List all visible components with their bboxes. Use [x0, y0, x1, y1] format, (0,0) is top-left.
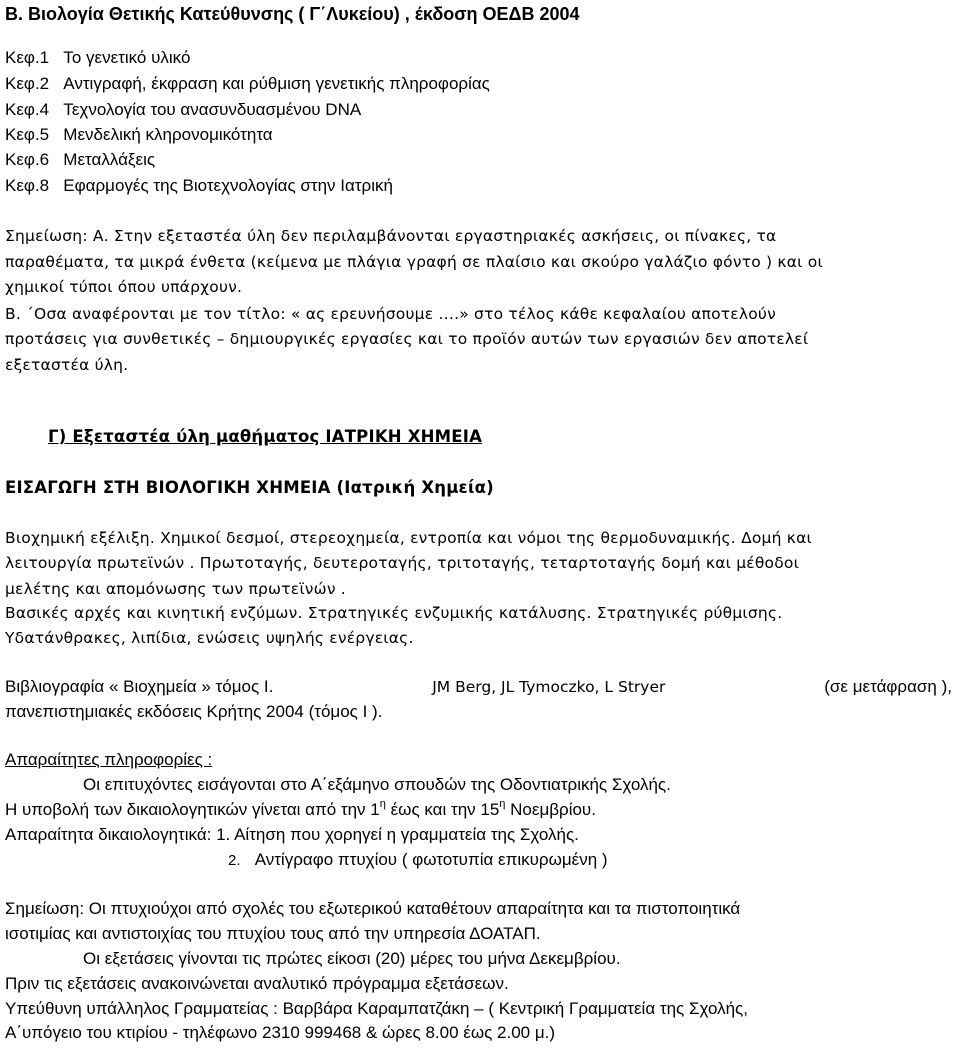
note2-line: Α΄υπόγειο του κτιρίου - τηλέφωνο 2310 999468 & ώρες 8.00 έως 2.00 μ.) — [5, 1023, 556, 1042]
info-text: έως και την 15 — [385, 800, 500, 819]
list-number: 2. — [228, 852, 241, 869]
info-line — [228, 850, 952, 871]
chapter-name: Τεχνολογία του ανασυνδυασμένου DNA — [63, 100, 362, 119]
note-line: εξεταστέα ύλη. — [5, 356, 129, 374]
note2-line: Σημείωση: Οι πτυχιούχοι από σχολές του εξωτερικού καταθέτουν απαραίτητα και τα πιστοποιητικά — [5, 899, 741, 918]
chapter-number: Κεφ.1 — [5, 48, 50, 67]
note-line: Β. ΄Οσα αναφέρονται με τον τίτλο: « ας ερευνήσουμε ….» στο τέλος κάθε κεφαλαίου αποτελούν — [5, 305, 776, 323]
info-text: Νοεμβρίου. — [505, 800, 596, 819]
section-g-line: λειτουργία πρωτεϊνών . Πρωτοταγής, δευτεροταγής, τριτοταγής, τεταρτοταγής δομή και μέθοδοι — [5, 554, 800, 572]
chapter-name: Μενδελική κληρονομικότητα — [63, 125, 273, 144]
chapter-name: Μεταλλάξεις — [63, 150, 156, 169]
note-line: χημικοί τύποι όπου υπάρχουν. — [5, 278, 243, 296]
section-g-line: Βιοχημική εξέλιξη. Χημικοί δεσμοί, στερεοχημεία, εντροπία και νόμοι της θερμοδυναμικής. Δομή και — [5, 529, 812, 547]
section-g-subheading: ΕΙΣΑΓΩΓΗ ΣΤΗ ΒΙΟΛΟΓΙΚΗ ΧΗΜΕΙΑ (Ιατρική Χημεία) — [5, 478, 494, 497]
note-line: παραθέματα, τα μικρά ένθετα (κείμενα με πλάγια γραφή σε πλαίσιο και σκούρο γαλάζιο φόντο ) και οι — [5, 253, 823, 271]
bibliography-line — [5, 677, 952, 697]
chapter-name: Το γενετικό υλικό — [63, 48, 191, 67]
note2-line: Πριν τις εξετάσεις ανακοινώνεται αναλυτικό πρόγραμμα εξετάσεων. — [5, 974, 509, 993]
chapter-number: Κεφ.5 — [5, 125, 50, 144]
bibliography-label: Βιβλιογραφία « Βιοχημεία » τόμος Ι. — [5, 677, 274, 696]
chapter-number: Κεφ.6 — [5, 150, 50, 169]
note-line: προτάσεις για συνθετικές – δημιουργικές εργασίες και το προϊόν αυτών των εργασιών δεν αποτελεί — [5, 330, 809, 348]
info-line: Απαραίτητα δικαιολογητικά: 1. Αίτηση που χορηγεί η γραμματεία της Σχολής. — [5, 825, 579, 844]
note-line: Σημείωση: Α. Στην εξεταστέα ύλη δεν περιλαμβάνονται εργαστηριακές ασκήσεις, οι πίνακες, τα — [5, 227, 777, 245]
chapter-number: Κεφ.8 — [5, 176, 50, 195]
chapter-item — [5, 74, 952, 94]
info-text: Αντίγραφο πτυχίου ( φωτοτυπία επικυρωμένη ) — [254, 850, 608, 869]
bibliography-authors: JM Berg, JL Tymoczko, L Stryer — [432, 678, 666, 696]
info-line: Οι επιτυχόντες εισάγονται στο Α΄εξάμηνο σπουδών της Οδοντιατρικής Σχολής. — [83, 775, 671, 794]
bibliography-publisher: πανεπιστημιακές εκδόσεις Κρήτης 2004 (τόμος Ι ). — [5, 702, 383, 721]
chapter-number: Κεφ.2 — [5, 74, 50, 93]
chapter-name: Εφαρμογές της Βιοτεχνολογίας στην Ιατρική — [63, 176, 393, 195]
superscript: η — [499, 798, 506, 811]
document-title: Β. Βιολογία Θετικής Κατεύθυνσης ( Γ΄Λυκείου) , έκδοση ΟΕΔΒ 2004 — [5, 4, 580, 24]
chapter-item — [5, 48, 952, 68]
info-text: Η υποβολή των δικαιολογητικών γίνεται από την 1 — [5, 800, 380, 819]
section-g-heading: Γ) Εξεταστέα ύλη μαθήματος ΙΑΤΡΙΚΗ ΧΗΜΕΙΑ — [48, 427, 483, 446]
chapter-name: Αντιγραφή, έκφραση και ρύθμιση γενετικής πληροφορίας — [63, 74, 490, 93]
chapter-item — [5, 176, 952, 196]
section-g-line: Υδατάνθρακες, λιπίδια, ενώσεις υψηλής ενέργειας. — [5, 629, 414, 647]
chapter-number: Κεφ.4 — [5, 100, 50, 119]
chapter-item — [5, 100, 952, 120]
info-line — [5, 800, 952, 820]
superscript: η — [379, 798, 386, 811]
chapter-item — [5, 150, 952, 170]
section-g-line: μελέτης και απομόνωσης των πρωτεϊνών . — [5, 580, 346, 598]
note2-line: Οι εξετάσεις γίνονται τις πρώτες είκοσι (20) μέρες του μήνα Δεκεμβρίου. — [83, 949, 621, 968]
note2-line: ισοτιμίας και αντιστοιχίας του πτυχίου τους από την υπηρεσία ΔΟΑΤΑΠ. — [5, 924, 541, 943]
bibliography-tail: (σε μετάφραση ), — [824, 677, 952, 696]
section-g-line: Βασικές αρχές και κινητική ενζύμων. Στρατηγικές ενζυμικής κατάλυσης. Στρατηγικές ρύθμισης. — [5, 604, 783, 622]
note2-line: Υπεύθυνη υπάλληλος Γραμματείας : Βαρβάρα Καραμπατζάκη – ( Κεντρική Γραμματεία της Σχολής, — [5, 999, 748, 1018]
info-heading: Απαραίτητες πληροφορίες : — [5, 750, 213, 769]
chapter-item — [5, 125, 952, 145]
